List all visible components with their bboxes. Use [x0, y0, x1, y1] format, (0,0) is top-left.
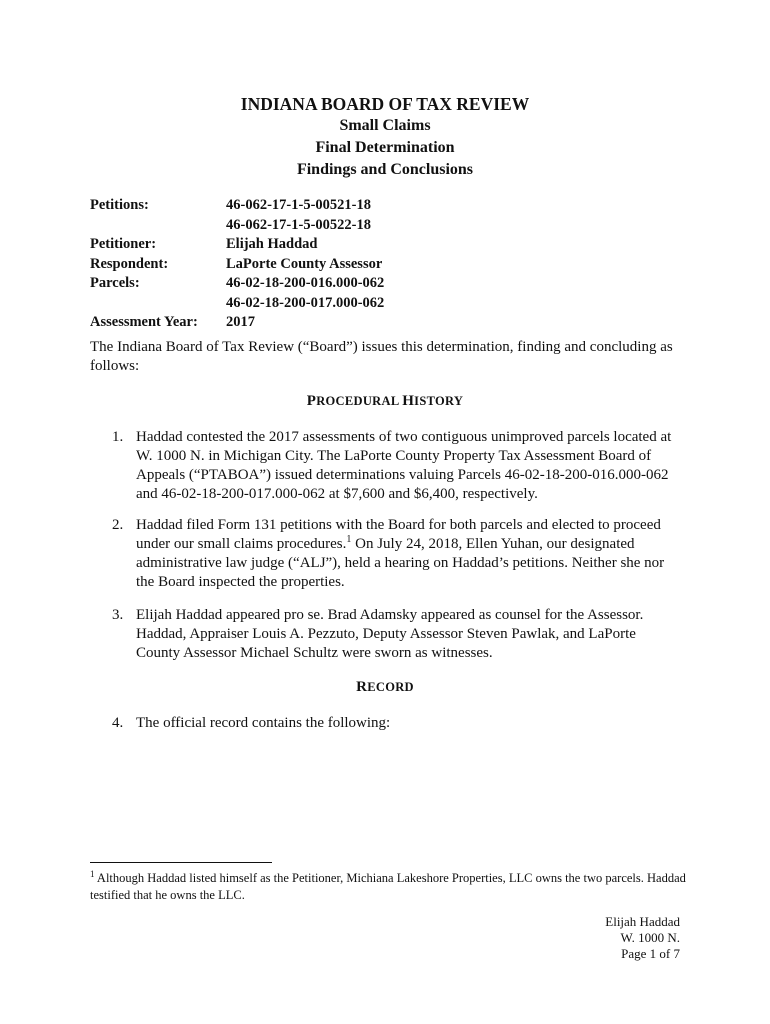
petitions-row	[90, 196, 384, 216]
parcel-number: 46-02-18-200-016.000-062	[226, 275, 385, 291]
petitioner-row	[90, 235, 384, 255]
petitions-label: Petitions:	[90, 197, 149, 213]
paragraph-text: Haddad contested the 2017 assessments of two contiguous unimproved parcels located at W. 1000 N. in Michigan City. The LaPorte County Property Tax Assessment Board of Appeals (“PTABOA”) issued determinations valuing Parcels 46-02-18-200-016.000-062 and 46-02-18-200-017.000-062 at $7,600 and $6,400, respectively.	[136, 429, 672, 502]
paragraph-number: 1.	[112, 429, 124, 445]
doc-type-findings: Findings and Conclusions	[296, 161, 474, 178]
doc-type-small-claims: Small Claims	[339, 117, 431, 134]
case-metadata	[90, 196, 384, 333]
footnote	[90, 870, 690, 904]
petitions-row	[90, 216, 384, 236]
numbered-paragraph	[112, 516, 682, 592]
section-heading-record: RECORD	[356, 679, 414, 695]
parcels-row	[90, 274, 384, 294]
paragraph-number: 3.	[112, 607, 124, 623]
board-name: INDIANA BOARD OF TAX REVIEW	[240, 94, 530, 114]
section-heading-procedural-history: PROCEDURAL HISTORY	[306, 393, 464, 409]
paragraph-number: 2.	[112, 517, 124, 533]
numbered-paragraph	[112, 714, 682, 733]
paragraph-number: 4.	[112, 715, 124, 731]
document-title-block	[0, 94, 770, 181]
intro-paragraph: The Indiana Board of Tax Review (“Board”) issues this determination, finding and concluding as follows:	[90, 339, 673, 374]
page-footer	[605, 914, 680, 962]
assessment-year-row	[90, 313, 384, 333]
numbered-paragraph	[112, 606, 682, 663]
paragraph-text: Haddad filed Form 131 petitions with the Board for both parcels and elected to proceed under our small claims procedures.$^1$ On July 24, 2018, Ellen Yuhan, our designated administrative law judge (“ALJ”), held a hearing on Haddad’s petitions. Neither she nor the Board inspected the properties.	[136, 517, 665, 590]
paragraph-text: The official record contains the following:	[136, 715, 391, 731]
footnote-reference[interactable]: 1	[346, 534, 352, 545]
numbered-paragraph	[112, 428, 682, 504]
footnote-divider	[90, 862, 272, 863]
petition-number: 46-062-17-1-5-00521-18	[226, 197, 371, 213]
petition-number: 46-062-17-1-5-00522-18	[226, 216, 371, 233]
respondent-value: LaPorte County Assessor	[226, 255, 383, 272]
respondent-row	[90, 255, 384, 275]
petitioner-label: Petitioner:	[90, 236, 157, 252]
footnote-text: Although Haddad listed himself as the Petitioner, Michiana Lakeshore Properties, LLC owns the two parcels. Haddad testified that he owns the LLC.	[90, 871, 686, 902]
parcels-label: Parcels:	[90, 275, 140, 291]
assessment-year-label: Assessment Year:	[90, 314, 198, 330]
parcel-number: 46-02-18-200-017.000-062	[226, 294, 385, 311]
assessment-year-value: 2017	[226, 314, 255, 330]
page-number: Page 1 of 7	[621, 946, 680, 961]
respondent-label: Respondent:	[90, 255, 169, 272]
footer-address: W. 1000 N.	[620, 930, 680, 945]
parcels-row	[90, 294, 384, 314]
footnote-marker: 1	[90, 868, 95, 879]
petitioner-value: Elijah Haddad	[226, 236, 318, 252]
footer-name: Elijah Haddad	[605, 914, 680, 929]
paragraph-text: Elijah Haddad appeared pro se. Brad Adamsky appeared as counsel for the Assessor. Haddad, Appraiser Louis A. Pezzuto, Deputy Assessor Steven Pawlak, and LaPorte County Assessor Michael Schultz were sworn as witnesses.	[136, 607, 644, 661]
doc-type-final-determination: Final Determination	[315, 139, 455, 156]
